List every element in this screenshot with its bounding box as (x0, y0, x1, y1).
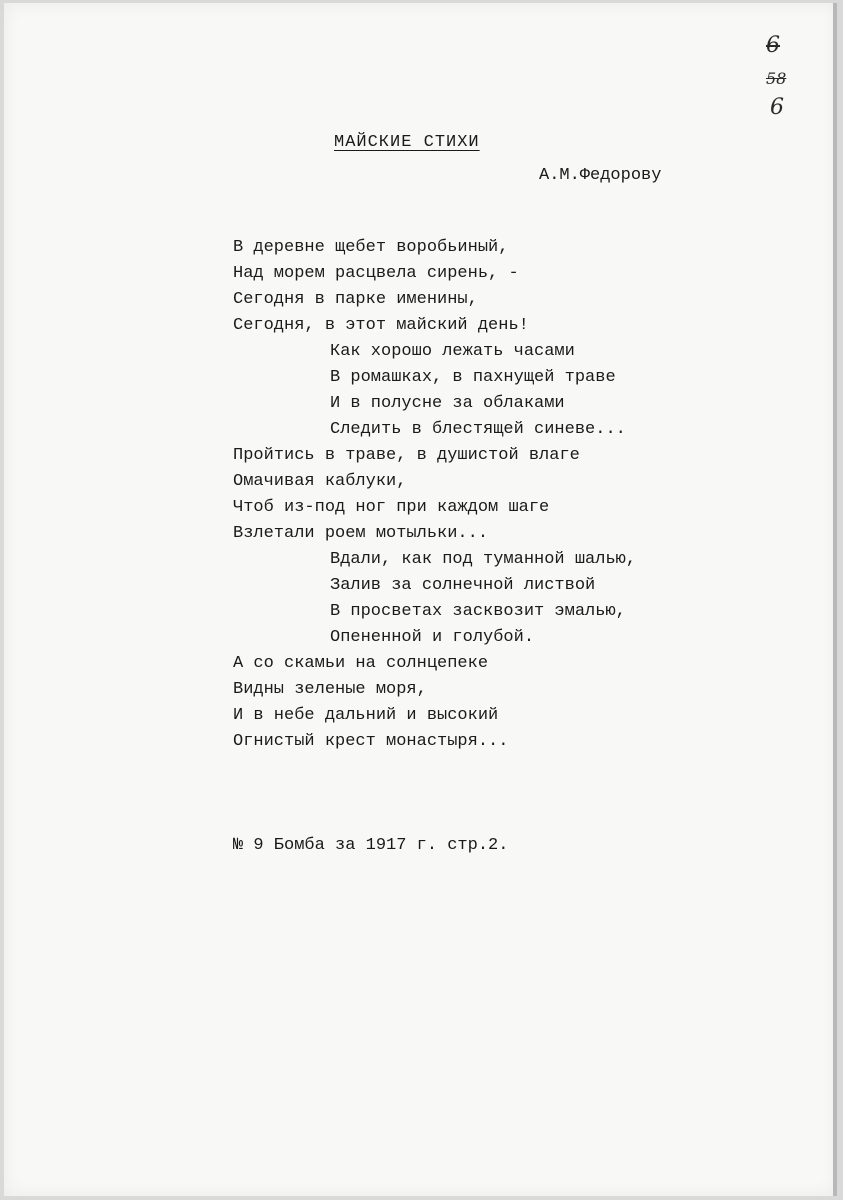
poem-line: Омачивая каблуки, (233, 472, 407, 491)
poem-line: Чтоб из-под ног при каждом шаге (233, 498, 550, 517)
poem-line: И в небе дальний и высокий (233, 706, 499, 725)
page-number-crossed-small: 58 (766, 69, 787, 88)
page-edge (833, 3, 837, 1196)
handwritten-page-numbers (752, 35, 812, 135)
poem-title: МАЙСКИЕ СТИХИ (334, 133, 480, 152)
poem-line: В деревне щебет воробьиный, (233, 238, 509, 257)
poem-line: В ромашках, в пахнущей траве (330, 368, 616, 387)
poem-line: Пройтись в траве, в душистой влаге (233, 446, 580, 465)
poem-line: Сегодня, в этот майский день! (233, 316, 529, 335)
poem-line: Следить в блестящей синеве... (330, 420, 626, 439)
dedication: А.М.Федорову (539, 166, 662, 185)
poem-line: Как хорошо лежать часами (330, 342, 575, 361)
page-number: 6 (770, 95, 784, 120)
poem-line: Залив за солнечной листвой (330, 576, 596, 595)
poem-line: А со скамьи на солнцепеке (233, 654, 489, 673)
poem-line: Сегодня в парке именины, (233, 290, 478, 309)
source-citation: № 9 Бомба за 1917 г. стр.2. (233, 836, 509, 855)
poem-line: В просветах засквозит эмалью, (330, 602, 626, 621)
page-number-crossed: 6 (766, 33, 780, 58)
poem-line: Вдали, как под туманной шалью, (330, 550, 637, 569)
poem-line: Взлетали роем мотыльки... (233, 524, 489, 543)
typewritten-page (4, 3, 837, 1196)
poem-line: Над морем расцвела сирень, - (233, 264, 519, 283)
poem-line: Огнистый крест монастыря... (233, 732, 509, 751)
poem-line: Опененной и голубой. (330, 628, 535, 647)
poem-line: И в полусне за облаками (330, 394, 565, 413)
poem-line: Видны зеленые моря, (233, 680, 427, 699)
poem-body (233, 235, 713, 755)
